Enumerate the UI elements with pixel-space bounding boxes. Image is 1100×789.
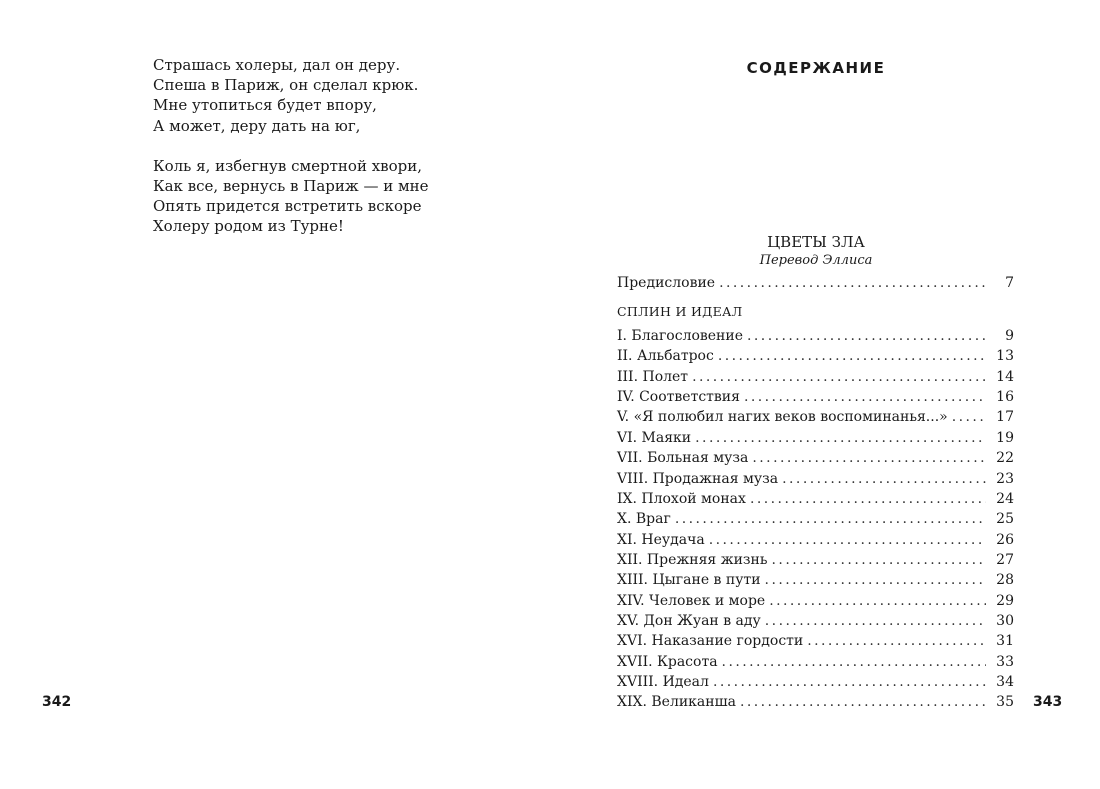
toc-entry-page: 24 — [996, 490, 1014, 507]
toc-entry-title: II. Альбатрос — [617, 348, 714, 365]
poem-stanza — [153, 55, 429, 136]
toc-entry — [617, 490, 1014, 508]
poem-line: Коль я, избегнув смертной хвори, — [153, 156, 423, 175]
toc-entry — [617, 429, 1014, 447]
poem-line: Холеру родом из Турне! — [153, 217, 344, 236]
leader-dots — [713, 673, 986, 691]
leader-dots — [692, 368, 986, 386]
leader-dots — [769, 592, 986, 610]
leader-dots — [747, 327, 986, 345]
leader-dots — [750, 490, 986, 508]
toc-entry — [617, 408, 1014, 426]
toc-entry — [617, 327, 1014, 345]
toc-entry-page: 16 — [996, 389, 1014, 406]
toc-entry — [617, 653, 1014, 671]
toc-entry-title: XII. Прежняя жизнь — [617, 551, 768, 568]
leader-dots — [709, 531, 986, 549]
leader-dots — [752, 449, 986, 467]
leader-dots — [718, 347, 986, 365]
toc-entry-page: 19 — [996, 429, 1014, 446]
poem-line: Страшась холеры, дал он деру. — [153, 56, 401, 74]
leader-dots — [952, 408, 986, 426]
poem-line: Мне утопиться будет впору, — [153, 96, 377, 115]
toc-entry — [617, 531, 1014, 549]
toc-entry-title: III. Полет — [617, 368, 689, 385]
toc-entry-title: XIV. Человек и море — [617, 592, 766, 609]
toc-entry-preface — [617, 274, 1014, 292]
toc-entry-title: XVII. Красота — [617, 653, 718, 670]
page-number: 343 — [1033, 694, 1063, 710]
toc-entry-title: XIX. Великанша — [617, 694, 736, 711]
page-number: 342 — [42, 694, 72, 710]
toc-entry-title: XV. Дон Жуан в аду — [617, 612, 761, 629]
leader-dots — [695, 429, 986, 447]
leader-dots — [765, 571, 986, 589]
toc-entry-title: IV. Соответствия — [617, 389, 740, 406]
toc-entry-title: VIII. Продажная муза — [617, 470, 779, 487]
toc-entry-page: 27 — [996, 551, 1014, 568]
poem-line: А может, деру дать на юг, — [153, 116, 361, 135]
poem-line: Спеша в Париж, он сделал крюк. — [153, 76, 419, 95]
toc-entry-title: XI. Неудача — [617, 531, 705, 548]
contents-heading: СОДЕРЖАНИЕ — [746, 59, 886, 77]
toc-entry-title: Предисловие — [617, 275, 716, 291]
toc-entry-page: 28 — [996, 572, 1014, 589]
toc-entry-title: IX. Плохой монах — [617, 490, 746, 507]
leader-dots — [765, 612, 986, 630]
toc-entry — [617, 347, 1014, 365]
leader-dots — [807, 632, 986, 650]
toc-entry-page: 25 — [996, 511, 1014, 528]
leader-dots — [782, 470, 986, 488]
toc-entry-page: 14 — [996, 368, 1014, 385]
toc-entry-page: 9 — [1005, 328, 1014, 344]
toc-entry-page: 13 — [996, 348, 1014, 365]
toc-entry — [617, 449, 1014, 467]
toc-entry-page: 23 — [996, 470, 1014, 487]
toc-entry — [617, 551, 1014, 569]
toc-entry — [617, 571, 1014, 589]
toc-entry-page: 35 — [996, 694, 1014, 711]
toc-entry-title: XVI. Наказание гордости — [617, 633, 804, 650]
toc-entry-page: 30 — [996, 612, 1014, 629]
leader-dots — [772, 551, 986, 569]
toc-entry-page: 29 — [996, 592, 1014, 609]
toc-entry-title: XVIII. Идеал — [617, 674, 709, 690]
toc-entry — [617, 612, 1014, 630]
poem-line: Опять придется встретить вскоре — [153, 197, 422, 216]
right-page — [550, 0, 1100, 789]
toc-entry-title: X. Враг — [617, 511, 671, 528]
toc-entry-page: 26 — [996, 531, 1014, 548]
toc-entry — [617, 673, 1014, 691]
leader-dots — [744, 388, 986, 406]
toc-entry-title: VII. Больная муза — [617, 450, 749, 467]
toc-entry-page: 17 — [996, 409, 1014, 426]
leader-dots — [740, 693, 986, 711]
section-title: ЦВЕТЫ ЗЛА — [767, 233, 865, 251]
toc-entry-title: XIII. Цыгане в пути — [617, 572, 761, 589]
toc-entry-page: 7 — [1005, 275, 1014, 291]
toc-entry — [617, 592, 1014, 610]
toc-entry-page: 33 — [996, 653, 1014, 670]
toc-entry-page: 34 — [996, 674, 1014, 690]
leader-dots — [719, 274, 986, 292]
poem — [153, 55, 429, 257]
part-label: СПЛИН И ИДЕАЛ — [617, 304, 743, 319]
toc-entry — [617, 632, 1014, 650]
toc-entry-page: 22 — [996, 450, 1014, 467]
toc-entry — [617, 693, 1014, 711]
toc-entry — [617, 368, 1014, 386]
toc-entry-page: 31 — [996, 633, 1014, 650]
toc-entry — [617, 470, 1014, 488]
toc-entry-title: V. «Я полюбил нагих веков воспоминанья...» — [617, 409, 948, 426]
toc-entry — [617, 510, 1014, 528]
toc-entry-title: VI. Маяки — [617, 429, 692, 446]
poem-stanza — [153, 156, 429, 237]
toc-entry — [617, 388, 1014, 406]
section-subtitle: Перевод Эллиса — [759, 253, 873, 268]
poem-line: Как все, вернусь в Париж — и мне — [153, 177, 429, 196]
leader-dots — [675, 510, 986, 528]
leader-dots — [722, 653, 986, 671]
toc-entry-title: I. Благословение — [617, 328, 743, 344]
